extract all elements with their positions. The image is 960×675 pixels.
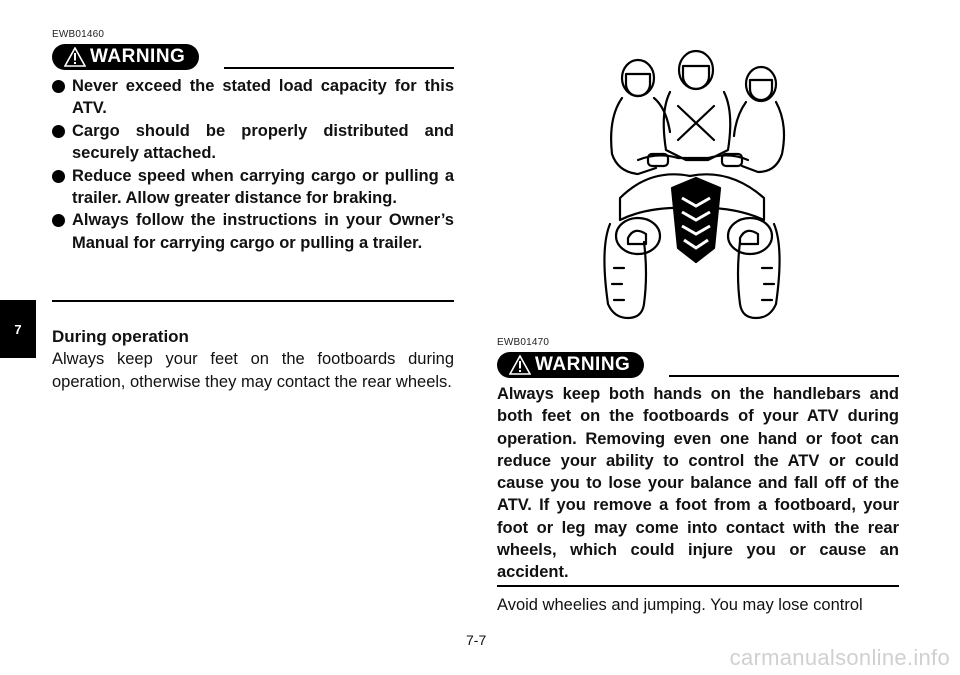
section-title: During operation xyxy=(52,327,189,346)
warning-code-right: EWB01470 xyxy=(497,337,550,348)
warning-header-left xyxy=(52,44,454,70)
list-item: Reduce speed when carrying cargo or pulling a trailer. Allow greater distance for braking. xyxy=(52,165,454,210)
warning-label: WARNING xyxy=(535,354,631,375)
bullet-dot-icon xyxy=(52,214,65,227)
warning-text: Always keep both hands on the handlebars and both feet on the footboards of your ATV during operation. Removing even one hand or foot can reduce your ability to control the ATV or could cause you to lose your balance and fall off of the ATV. If you remove a foot from a footboard, your foot or leg may come into contact with the rear wheels, which could injure you or cause an accident. xyxy=(497,385,899,582)
watermark: carmanualsonline.info xyxy=(729,645,950,670)
list-item: Always follow the instructions in your Owner’s Manual for carrying cargo or pulling a trailer. xyxy=(52,209,454,254)
warning-rule xyxy=(224,67,454,69)
warning-badge xyxy=(52,44,199,70)
atv-riders-illustration xyxy=(598,48,788,320)
warning-bullet-list xyxy=(52,75,454,254)
chapter-tab: 7 xyxy=(0,300,36,358)
warning-icon xyxy=(64,47,86,67)
bullet-dot-icon xyxy=(52,125,65,138)
warning-badge xyxy=(497,352,644,378)
page-number: 7-7 xyxy=(466,632,487,648)
warning-end-rule xyxy=(497,585,899,587)
section-body: Always keep your feet on the footboards during operation, otherwise they may contact the rear wheels. xyxy=(52,350,454,391)
bullet-dot-icon xyxy=(52,170,65,183)
bullet-dot-icon xyxy=(52,80,65,93)
warning-label: WARNING xyxy=(90,46,186,67)
warning-icon xyxy=(509,355,531,375)
warning-header-right xyxy=(497,352,899,378)
list-item: Cargo should be properly distributed and securely attached. xyxy=(52,120,454,165)
warning-end-rule xyxy=(52,300,454,302)
warning-rule xyxy=(669,375,899,377)
warning-code-left: EWB01460 xyxy=(52,29,105,40)
list-item: Never exceed the stated load capacity for this ATV. xyxy=(52,75,454,120)
continuation-text: Avoid wheelies and jumping. You may lose control xyxy=(497,596,863,614)
